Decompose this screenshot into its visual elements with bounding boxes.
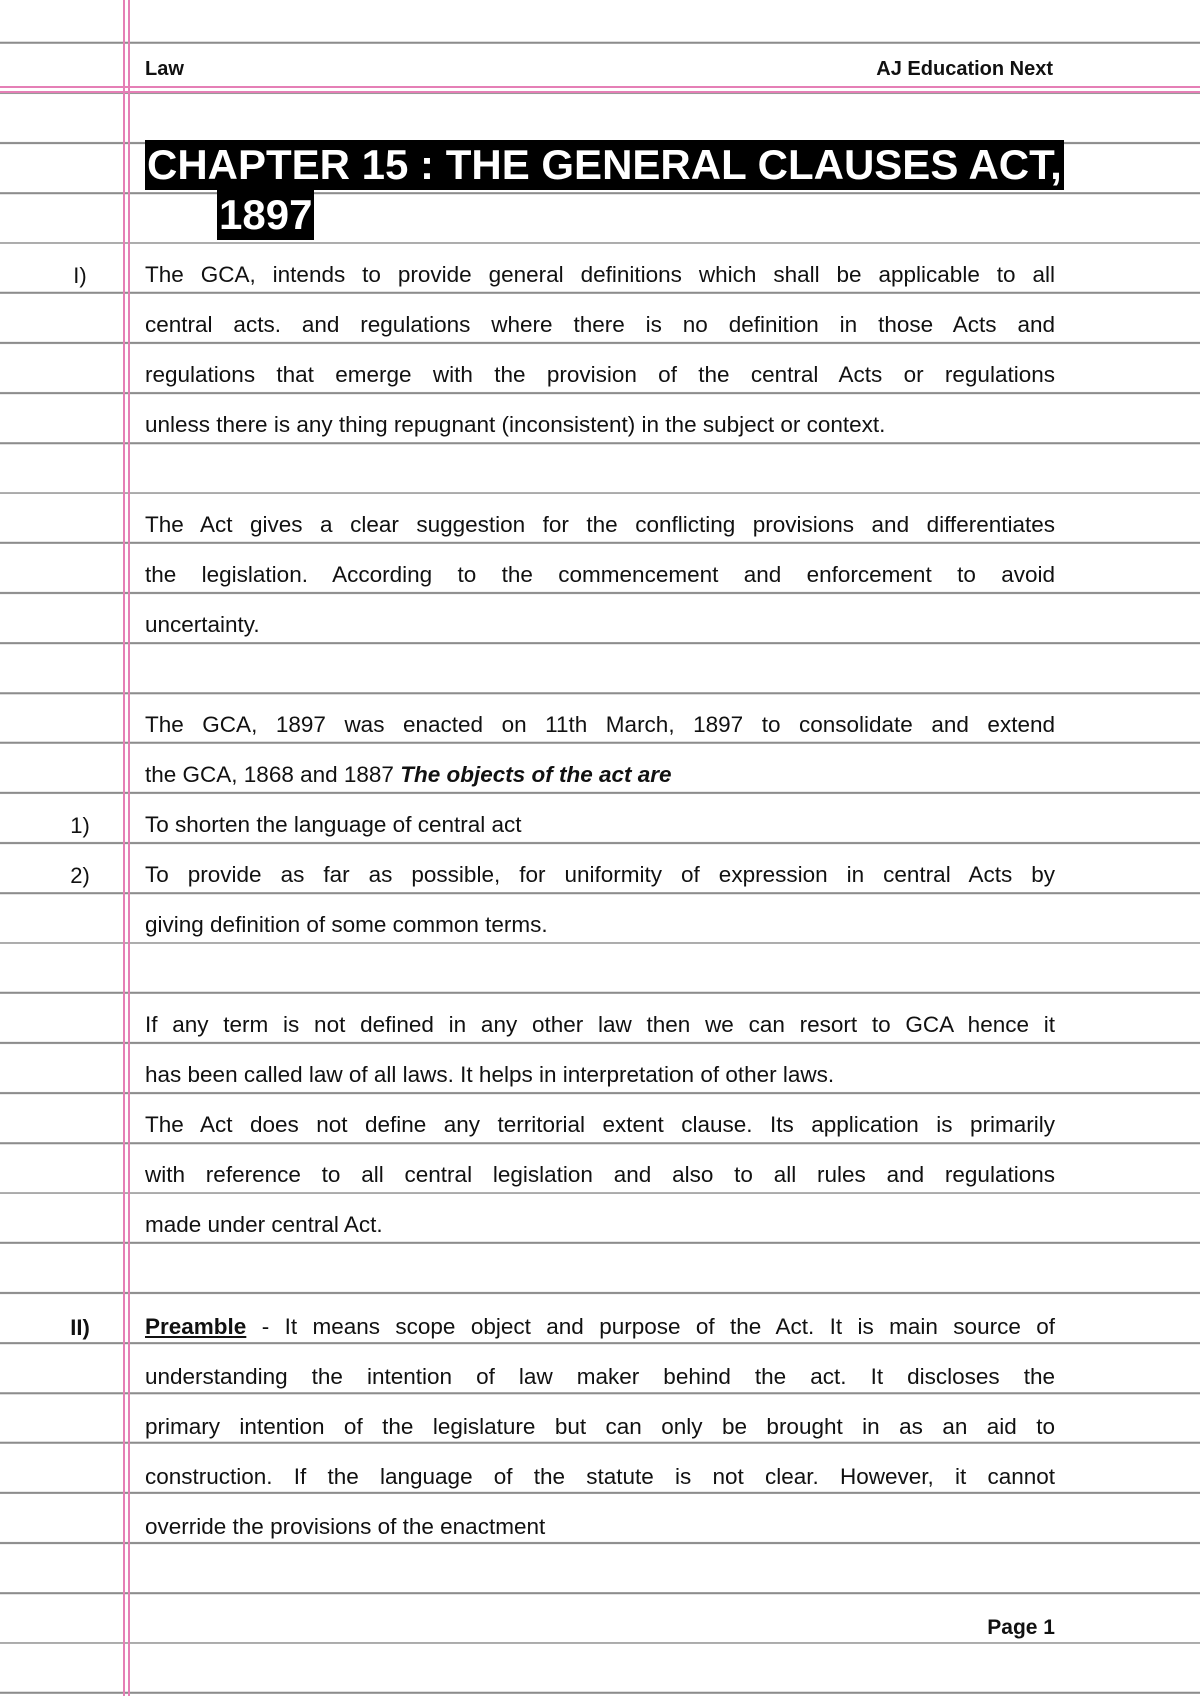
p3-line: The GCA, 1897 was enacted on 11th March, 1897 to consolidate and extend — [145, 712, 1055, 737]
p5-line: with reference to all central legislation and also to all rules and regulations — [145, 1162, 1055, 1187]
preamble-line: construction. If the language of the statute is not clear. However, it cannot — [145, 1464, 1055, 1489]
preamble-line: override the provisions of the enactment — [145, 1514, 546, 1539]
preamble-line — [145, 1314, 1055, 1340]
header-right: AJ Education Next — [876, 58, 1053, 80]
list-marker-1: 1) — [70, 813, 90, 838]
section-marker-1: I) — [73, 263, 87, 288]
preamble-line: primary intention of the legislature but can only be brought in as an aid to — [145, 1414, 1055, 1439]
page-number: Page 1 — [987, 1616, 1055, 1639]
p1-line: central acts. and regulations where there is no definition in those Acts and — [145, 312, 1055, 337]
chapter-title — [145, 140, 1064, 240]
p2-line: the legislation. According to the commencement and enforcement to avoid — [145, 562, 1055, 587]
p1-line: unless there is any thing repugnant (inconsistent) in the subject or context. — [145, 412, 886, 437]
objects-heading: The objects of the act are — [400, 762, 672, 787]
p4-line: has been called law of all laws. It helps in interpretation of other laws. — [145, 1062, 835, 1087]
p1-line: The GCA, intends to provide general definitions which shall be applicable to all — [145, 262, 1055, 287]
header-left: Law — [145, 58, 184, 80]
objective-2-line: giving definition of some common terms. — [145, 912, 548, 937]
p3-text: the GCA, 1868 and 1887 — [145, 762, 394, 787]
p5-line: The Act does not define any territorial extent clause. Its application is primarily — [145, 1112, 1055, 1137]
p2-line: uncertainty. — [145, 612, 260, 637]
header-line — [0, 91, 1200, 93]
preamble-term: Preamble — [145, 1314, 247, 1339]
chapter-title-line2: 1897 — [219, 191, 313, 238]
header-line — [0, 86, 1200, 88]
preamble-line: understanding the intention of law maker behind the act. It discloses the — [145, 1364, 1055, 1389]
p4-line: If any term is not defined in any other law then we can resort to GCA hence it — [145, 1012, 1055, 1037]
list-marker-2: 2) — [70, 863, 90, 888]
objective-2-line: To provide as far as possible, for uniformity of expression in central Acts by — [145, 862, 1055, 887]
objective-1: To shorten the language of central act — [145, 812, 522, 837]
p3-line — [145, 762, 1055, 788]
p2-line: The Act gives a clear suggestion for the conflicting provisions and differentiates — [145, 512, 1055, 537]
preamble-text: - It means scope object and purpose of the Act. It is main source of — [246, 1314, 1055, 1339]
chapter-title-line1: CHAPTER 15 : THE GENERAL CLAUSES ACT, — [147, 141, 1062, 188]
p5-line: made under central Act. — [145, 1212, 383, 1237]
section-marker-2: II) — [70, 1315, 90, 1340]
p1-line: regulations that emerge with the provision of the central Acts or regulations — [145, 362, 1055, 387]
margin-line — [128, 0, 130, 1696]
margin-line — [123, 0, 125, 1696]
